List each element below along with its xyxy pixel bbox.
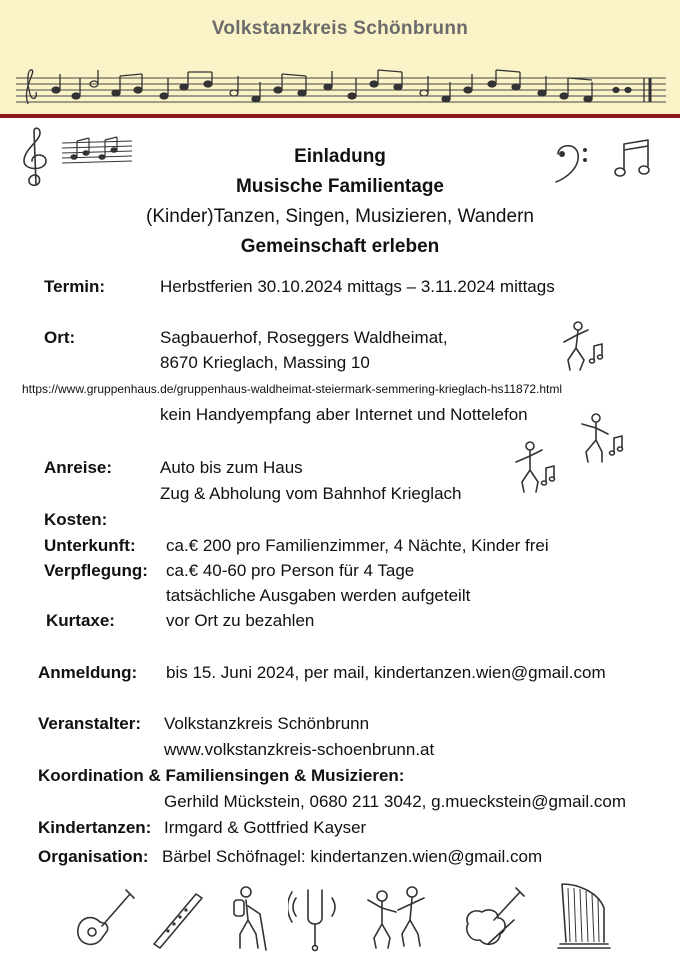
ort-line2: 8670 Krieglach, Massing 10 — [160, 353, 370, 372]
page-header — [0, 0, 680, 114]
hiker-icon — [220, 884, 276, 954]
organisation-value: Bärbel Schöfnagel: kindertanzen.wien@gmail.com — [162, 847, 543, 866]
dancer-icon — [578, 412, 628, 466]
koordination-value: Gerhild Mückstein, 0680 211 3042, g.mueckstein@gmail.com — [164, 792, 627, 811]
veranstalter-label: Veranstalter: — [38, 714, 141, 733]
header-title: Volkstanzkreis Schönbrunn — [211, 18, 469, 39]
violin-icon — [458, 882, 528, 954]
anreise-line2: Zug & Abholung vom Bahnhof Krieglach — [160, 484, 462, 503]
termin-value: Herbstferien 30.10.2024 mittags – 3.11.2024 mittags — [160, 277, 555, 296]
tuning-fork-icon — [288, 884, 342, 954]
kosten-label: Kosten: — [44, 510, 108, 529]
verpflegung-label: Verpflegung: — [44, 561, 148, 580]
veranstalter-line1: Volkstanzkreis Schönbrunn — [164, 714, 370, 733]
unterkunft-label: Unterkunft: — [44, 536, 136, 555]
veranstalter-website[interactable]: www.volkstanzkreis-schoenbrunn.at — [164, 740, 435, 759]
kindertanzen-value: Irmgard & Gottfried Kayser — [164, 818, 367, 837]
flute-icon — [146, 884, 210, 952]
ort-note: kein Handyempfang aber Internet und Nottelefon — [160, 405, 528, 424]
event-title: Musische Familientage — [235, 176, 444, 197]
header-divider — [0, 114, 680, 118]
kindertanzen-label: Kindertanzen: — [38, 818, 152, 837]
invitation-title: Einladung — [294, 146, 386, 167]
verpflegung-value: ca.€ 40-60 pro Person für 4 Tage — [166, 561, 415, 580]
organisation-label: Organisation: — [38, 847, 149, 866]
unterkunft-value: ca.€ 200 pro Familienzimmer, 4 Nächte, Kinder frei — [166, 536, 549, 555]
music-staff-banner-icon — [16, 68, 666, 108]
dancer-icon — [558, 320, 608, 374]
venue-link[interactable]: https://www.gruppenhaus.de/gruppenhaus-waldheimat-steiermark-semmering-krieglach-hs11872.html — [22, 382, 563, 396]
harp-icon — [554, 878, 612, 952]
anreise-line1: Auto bis zum Haus — [160, 458, 303, 477]
guitar-icon — [70, 882, 140, 952]
anreise-label: Anreise: — [44, 458, 113, 477]
activities-subtitle: (Kinder)Tanzen, Singen, Musizieren, Wandern — [146, 206, 534, 227]
termin-label: Termin: — [44, 277, 106, 296]
dancer-icon — [510, 440, 560, 496]
dancing-couple-icon — [360, 884, 436, 954]
anmeldung-label: Anmeldung: — [38, 663, 138, 682]
ort-line1: Sagbauerhof, Roseggers Waldheimat, — [160, 328, 448, 347]
verpflegung-note: tatsächliche Ausgaben werden aufgeteilt — [166, 586, 471, 605]
kurtaxe-value: vor Ort zu bezahlen — [166, 611, 315, 630]
koordination-label: Koordination & Familiensingen & Musizieren: — [38, 766, 405, 785]
ort-label: Ort: — [44, 328, 76, 347]
motto: Gemeinschaft erleben — [240, 236, 440, 257]
kurtaxe-label: Kurtaxe: — [46, 611, 115, 630]
anmeldung-value: bis 15. Juni 2024, per mail, kindertanzen.wien@gmail.com — [166, 663, 606, 682]
